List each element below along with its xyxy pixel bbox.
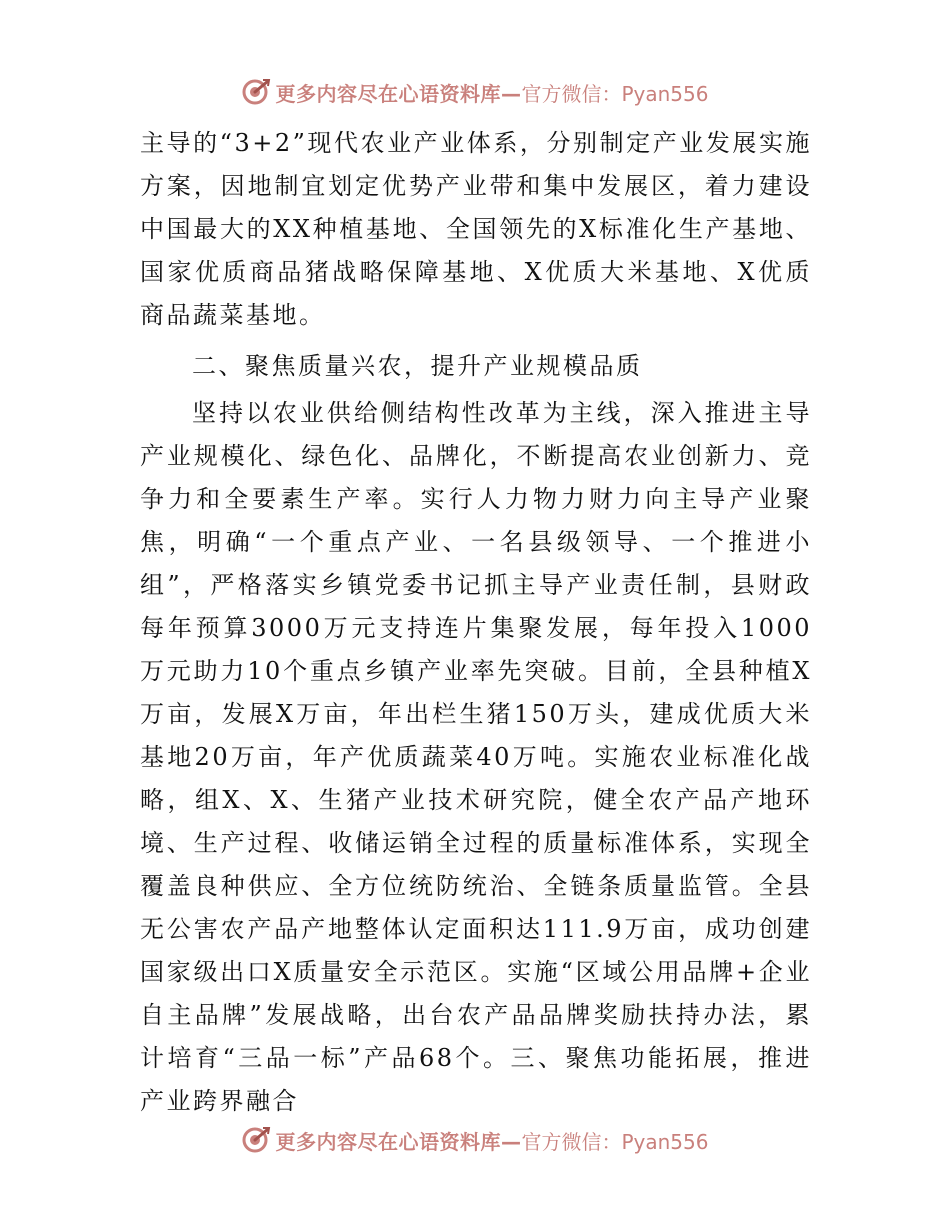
footer-watermark-banner (0, 1120, 950, 1160)
section-heading: 二、聚焦质量兴农，提升产业规模品质 (192, 352, 643, 380)
watermark-text: 更多内容尽在心语资料库— (275, 1129, 522, 1154)
watermark-contact: 官方微信：Pyan556 (521, 81, 709, 106)
brand-logo-icon (241, 77, 271, 107)
document-body (140, 122, 812, 1123)
brand-logo-icon (241, 1125, 271, 1155)
header-watermark-banner (0, 72, 950, 112)
watermark-text: 更多内容尽在心语资料库— (275, 81, 522, 106)
paragraph-continued: 主导的“3+2”现代农业产业体系，分别制定产业发展实施方案，因地制宜划定优势产业带和集中发展区，着力建设中国最大的XX种植基地、全国领先的X标准化生产基地、国家优质商品猪战略保障基地、X优质大米基地、X优质商品蔬菜基地。 (140, 129, 812, 329)
watermark-contact: 官方微信：Pyan556 (521, 1129, 709, 1154)
paragraph-main: 坚持以农业供给侧结构性改革为主线，深入推进主导产业规模化、绿色化、品牌化，不断提高农业创新力、竞争力和全要素生产率。实行人力物力财力向主导产业聚焦，明确“一个重点产业、一名县级领导、一个推进小组”，严格落实乡镇党委书记抓主导产业责任制，县财政每年预算3000万元支持连片集聚发展，每年投入1000万元助力10个重点乡镇产业率先突破。目前，全县种植X万亩，发展X万亩，年出栏生猪150万头，建成优质大米基地20万亩，年产优质蔬菜40万吨。实施农业标准化战略，组X、X、生猪产业技术研究院，健全农产品产地环境、生产过程、收储运销全过程的质量标准体系，实现全覆盖良种供应、全方位统防统治、全链条质量监管。全县无公害农产品产地整体认定面积达111.9万亩，成功创建国家级出口X质量安全示范区。实施“区域公用品牌+企业自主品牌”发展战略，出台农产品品牌奖励扶持办法，累计培育“三品一标”产品68个。三、聚焦功能拓展，推进产业跨界融合 (140, 399, 812, 1115)
